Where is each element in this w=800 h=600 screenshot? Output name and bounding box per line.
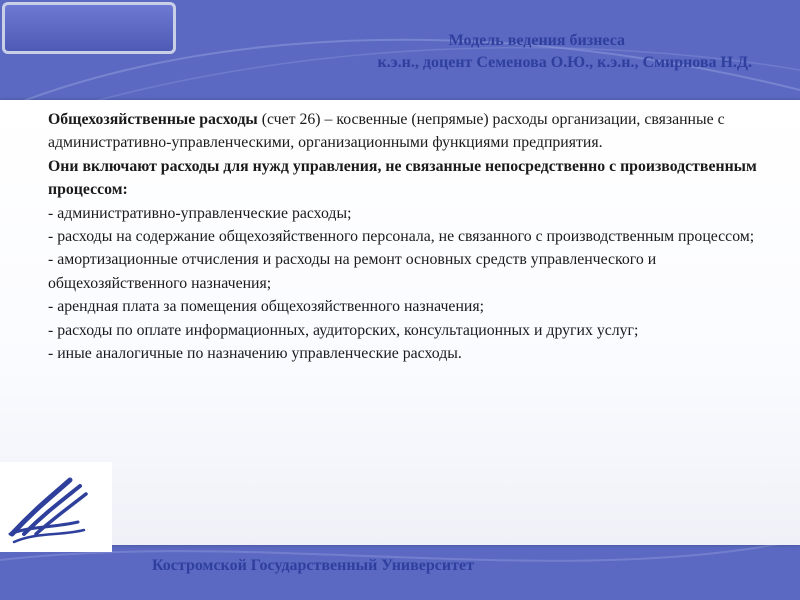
list-item: - административно-управленческие расходы; [48,204,352,222]
slide-title: Модель ведения бизнеса [448,32,625,49]
list-item: - арендная плата за помещения общехозяйственного назначения; [48,298,485,316]
expenses-list [48,202,760,366]
definition-term: Общехозяйственные расходы [48,111,258,128]
university-name: Костромской Государственный Университет [152,557,474,574]
list-item: - расходы по оплате информационных, аудиторских, консультационных и других услуг; [48,321,639,339]
definition-text: (счет 26) – косвенные (непрямые) расходы организации, связанные с административно-управленческими, организационными функциями предприятия. [48,111,725,152]
slide-authors: к.э.н., доцент Семенова О.Ю., к.э.н., Смирнова Н.Д. [377,54,752,71]
list-item: - расходы на содержание общехозяйственного персонала, не связанного с производственным процессом; [48,228,755,246]
expenses-intro: Они включают расходы для нужд управления, не связанные непосредственно с производственным процессом: [48,157,757,199]
definition-paragraph [48,108,760,155]
wing-logo-icon [0,462,112,552]
slide-body [48,108,760,365]
list-item: - иные аналогичные по назначению управленческие расходы. [48,345,462,363]
list-item: - амортизационные отчисления и расходы на ремонт основных средств управленческого и общехозяйственного назначения; [48,251,657,292]
header-badge [2,2,176,54]
university-logo [0,462,112,552]
